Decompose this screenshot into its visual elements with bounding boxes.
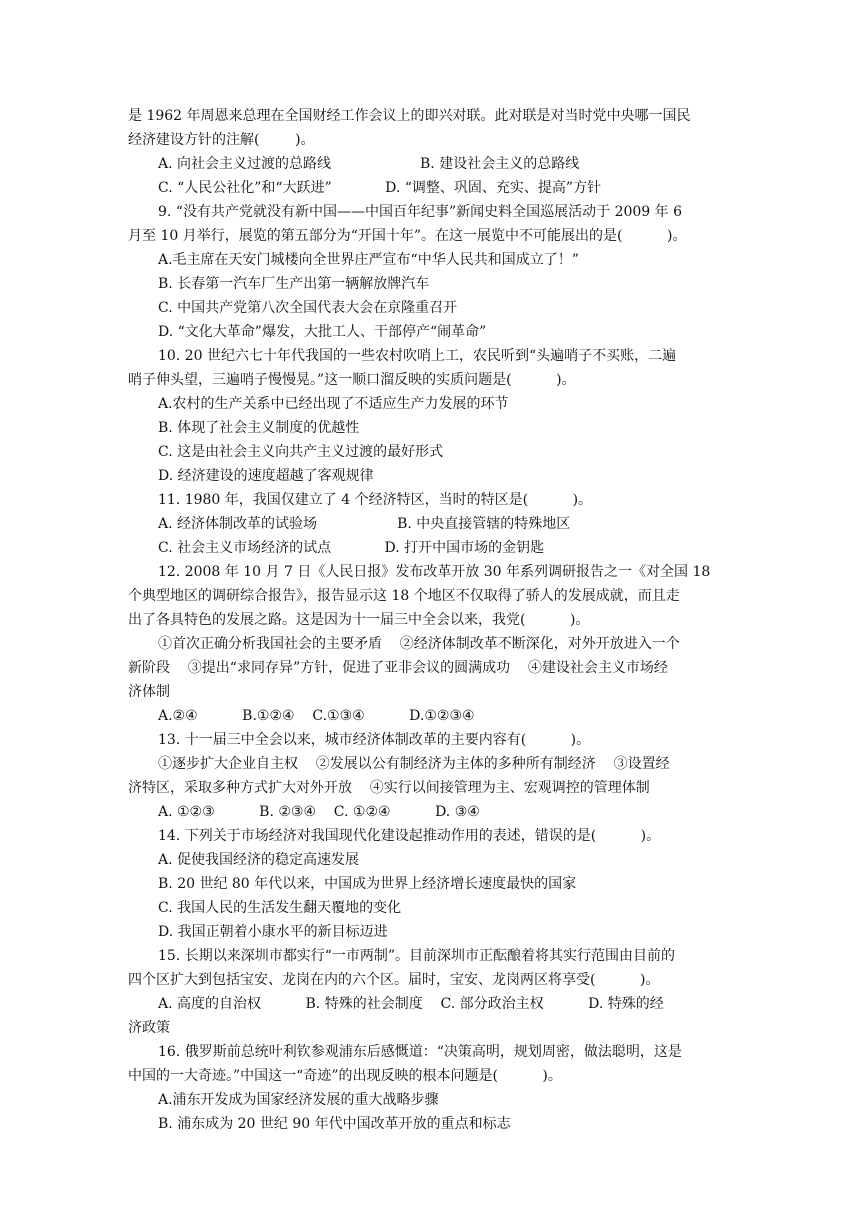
option-line: D. 我国正朝着小康水平的新目标迈进 bbox=[158, 924, 388, 940]
option-line: A.农村的生产关系中已经出现了不适应生产力发展的环节 bbox=[158, 396, 509, 412]
text-line: 出了各具特色的发展之路。这是因为十一届三中全会以来，我党( )。 bbox=[128, 612, 590, 628]
option-line: C. 中国共产党第八次全国代表大会在京隆重召开 bbox=[158, 300, 458, 316]
statement-line: ①逐步扩大企业自主权 ②发展以公有制经济为主体的多种所有制经济 ③设置经 bbox=[158, 756, 670, 772]
text-line: 四个区扩大到包括宝安、龙岗在内的六个区。届时，宝安、龙岗两区将享受( )。 bbox=[128, 972, 660, 988]
option-line: A. 促使我国经济的稳定高速发展 bbox=[158, 852, 360, 868]
text-line: 济特区，采取多种方式扩大对外开放 ④实行以间接管理为主、宏观调控的管理体制 bbox=[128, 780, 650, 796]
statement-line: ①首次正确分析我国社会的主要矛盾 ②经济体制改革不断深化，对外开放进入一个 bbox=[158, 636, 680, 652]
option-line: A. 经济体制改革的试验场 B. 中央直接管辖的特殊地区 bbox=[158, 516, 571, 532]
option-line: D. 经济建设的速度超越了客观规律 bbox=[158, 468, 374, 484]
option-line: A.②④ B.①②④ C.①③④ D.①②③④ bbox=[158, 708, 475, 724]
option-line: A. 向社会主义过渡的总路线 B. 建设社会主义的总路线 bbox=[158, 156, 580, 172]
question-12: 12. 2008 年 10 月 7 日《人民日报》发布改革开放 30 年系列调研报告之一《对全国 18 bbox=[158, 564, 711, 580]
option-line: A.浦东开发成为国家经济发展的重大战略步骤 bbox=[158, 1092, 439, 1108]
option-line: C. 这是由社会主义向共产主义过渡的最好形式 bbox=[158, 444, 444, 460]
text-line: 是 1962 年周恩来总理在全国财经工作会议上的即兴对联。此对联是对当时党中央哪一国民 bbox=[128, 108, 691, 124]
option-line: B. 体现了社会主义制度的优越性 bbox=[158, 420, 360, 436]
question-16: 16. 俄罗斯前总统叶利钦参观浦东后感慨道：“决策高明，规划周密，做法聪明，这是 bbox=[158, 1044, 682, 1060]
question-11: 11. 1980 年，我国仅建立了 4 个经济特区，当时的特区是( )。 bbox=[158, 492, 593, 508]
text-line: 新阶段 ③提出“求同存异”方针，促进了亚非会议的圆满成功 ④建设社会主义市场经 bbox=[128, 660, 668, 676]
option-line: C. 社会主义市场经济的试点 D. 打开中国市场的金钥匙 bbox=[158, 540, 545, 556]
option-line: D. “文化大革命”爆发，大批工人、干部停产“闹革命” bbox=[158, 324, 487, 340]
text-line: 个典型地区的调研综合报告》，报告显示这 18 个地区不仅取得了骄人的发展成就，而且走 bbox=[128, 588, 680, 604]
question-9: 9. “没有共产党就没有新中国——中国百年纪事”新闻史料全国巡展活动于 2009 年 6 bbox=[158, 204, 683, 220]
question-10: 10. 20 世纪六七十年代我国的一些农村吹哨上工，农民听到“头遍哨子不买账，二遍 bbox=[158, 348, 677, 364]
text-line: 哨子伸头望，三遍哨子慢慢晃。”这一顺口溜反映的实质问题是( )。 bbox=[128, 372, 576, 388]
option-line: A. ①②③ B. ②③④ C. ①②④ D. ③④ bbox=[158, 804, 480, 820]
option-line: C. 我国人民的生活发生翻天覆地的变化 bbox=[158, 900, 402, 916]
option-line: A. 高度的自治权 B. 特殊的社会制度 C. 部分政治主权 D. 特殊的经 bbox=[158, 996, 664, 1012]
option-line: B. 浦东成为 20 世纪 90 年代中国改革开放的重点和标志 bbox=[158, 1116, 511, 1132]
option-line: A.毛主席在天安门城楼向全世界庄严宣布“中华人民共和国成立了！” bbox=[158, 252, 579, 268]
option-line: C. “人民公社化”和“大跃进” D. “调整、巩固、充实、提高”方针 bbox=[158, 180, 602, 196]
text-line: 济体制 bbox=[128, 684, 170, 700]
question-14: 14. 下列关于市场经济对我国现代化建设起推动作用的表述，错误的是( )。 bbox=[158, 828, 661, 844]
text-line: 经济建设方针的注解( )。 bbox=[128, 132, 315, 148]
question-13: 13. 十一届三中全会以来，城市经济体制改革的主要内容有( )。 bbox=[158, 732, 591, 748]
text-line: 济政策 bbox=[128, 1020, 170, 1036]
text-line: 中国的一大奇迹。”中国这一“奇迹”的出现反映的根本问题是( )。 bbox=[128, 1068, 562, 1084]
option-line: B. 长春第一汽车厂生产出第一辆解放牌汽车 bbox=[158, 276, 430, 292]
text-line: 月至 10 月举行，展览的第五部分为“开国十年”。在这一展览中不可能展出的是( )。 bbox=[128, 228, 687, 244]
question-15: 15. 长期以来深圳市都实行“一市两制”。目前深圳市正酝酿着将其实行范围由目前的 bbox=[158, 948, 676, 964]
option-line: B. 20 世纪 80 年代以来，中国成为世界上经济增长速度最快的国家 bbox=[158, 876, 577, 892]
